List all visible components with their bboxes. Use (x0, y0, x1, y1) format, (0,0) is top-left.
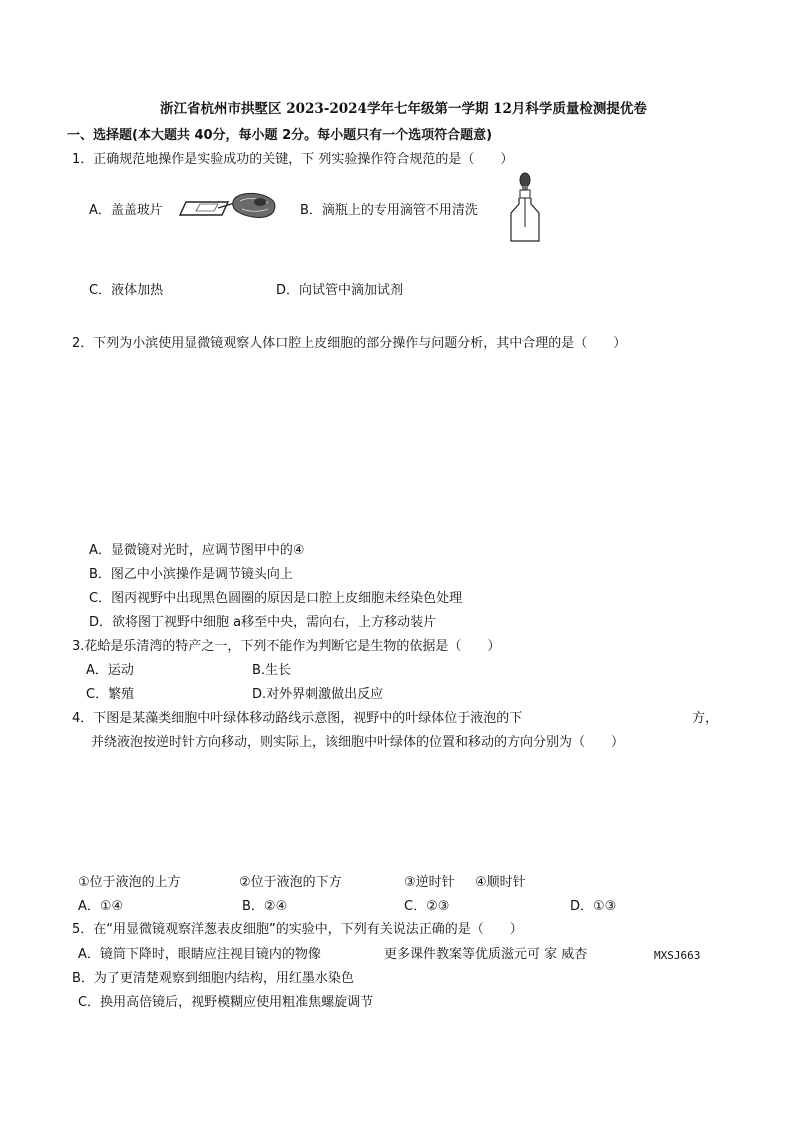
q3-option-b: B.生长 (252, 663, 292, 678)
q2-option-d: D．欲将图丁视野中细胞 a移至中央，需向右，上方移动装片 (89, 615, 437, 630)
page-title: 浙江省杭州市拱墅区 2023-2024学年七年级第一学期 12月科学质量检测提优卷 (160, 101, 647, 117)
q1-option-a: A．盖盖玻片 (89, 203, 163, 218)
question-5-stem: 5．在“用显微镜观察洋葱表皮细胞”的实验中，下列有关说法正确的是（ ） (72, 922, 523, 937)
q4-statement-2: ②位于液泡的下方 (239, 875, 342, 890)
q4-statement-4: ④顺时针 (475, 875, 526, 890)
q2-option-a: A．显微镜对光时，应调节图甲中的④ (89, 543, 305, 558)
question-3-stem: 3.花蛤是乐清湾的特产之一，下列不能作为判断它是生物的依据是（ ） (72, 639, 501, 654)
question-1-stem: 1．正确规范地操作是实验成功的关键，下 列实验操作符合规范的是（ ） (72, 152, 514, 167)
section-heading: 一、选择题(本大题共 40分，每小题 2分。每小题只有一个选项符合题意) (67, 128, 493, 143)
coverslip-figure (176, 189, 280, 229)
q5-option-a: A．镜筒下降时，眼睛应注视目镜内的物像 (78, 947, 321, 962)
q5-option-c: C．换用高倍镜后，视野模糊应使用粗准焦螺旋调节 (78, 995, 374, 1010)
q2-option-b: B．图乙中小滨操作是调节镜头向上 (89, 567, 293, 582)
q1-option-b: B．滴瓶上的专用滴管不用清洗 (300, 203, 478, 218)
q4-option-d: D．①③ (570, 899, 617, 914)
q4-option-c: C．②③ (404, 899, 450, 914)
q4-option-b: B．②④ (242, 899, 288, 914)
q3-option-d: D.对外界刺激做出反应 (252, 687, 384, 702)
q1-option-c: C．液体加热 (89, 283, 164, 298)
q5-option-b: B．为了更清楚观察到细胞内结构，用红墨水染色 (72, 971, 354, 986)
q2-option-c: C．图丙视野中出现黑色圆圈的原因是口腔上皮细胞未经染色处理 (89, 591, 463, 606)
question-4-stem-line1: 4．下图是某藻类细胞中叶绿体移动路线示意图，视野中的叶绿体位于液泡的下 (72, 711, 523, 726)
dropper-bottle-figure (507, 171, 543, 243)
question-4-stem-line2: 并绕液泡按逆时针方向移动，则实际上，该细胞中叶绿体的位置和移动的方向分别为（ ） (91, 735, 625, 750)
q4-statement-3: ③逆时针 (404, 875, 455, 890)
q4-statement-1: ①位于液泡的上方 (78, 875, 181, 890)
q4-option-a: A．①④ (78, 899, 124, 914)
q3-option-a: A．运动 (86, 663, 134, 678)
q5-watermark-text: 更多课件教案等优质滋元可 家 威杏 (384, 947, 588, 962)
q1-option-d: D．向试管中滴加试剂 (276, 283, 404, 298)
question-4-stem-line1-end: 方， (692, 711, 719, 726)
q5-watermark-code: MXSJ663 (654, 949, 701, 962)
q3-option-c: C．繁殖 (86, 687, 135, 702)
question-2-stem: 2．下列为小滨使用显微镜观察人体口腔上皮细胞的部分操作与问题分析，其中合理的是（ ） (72, 336, 627, 351)
